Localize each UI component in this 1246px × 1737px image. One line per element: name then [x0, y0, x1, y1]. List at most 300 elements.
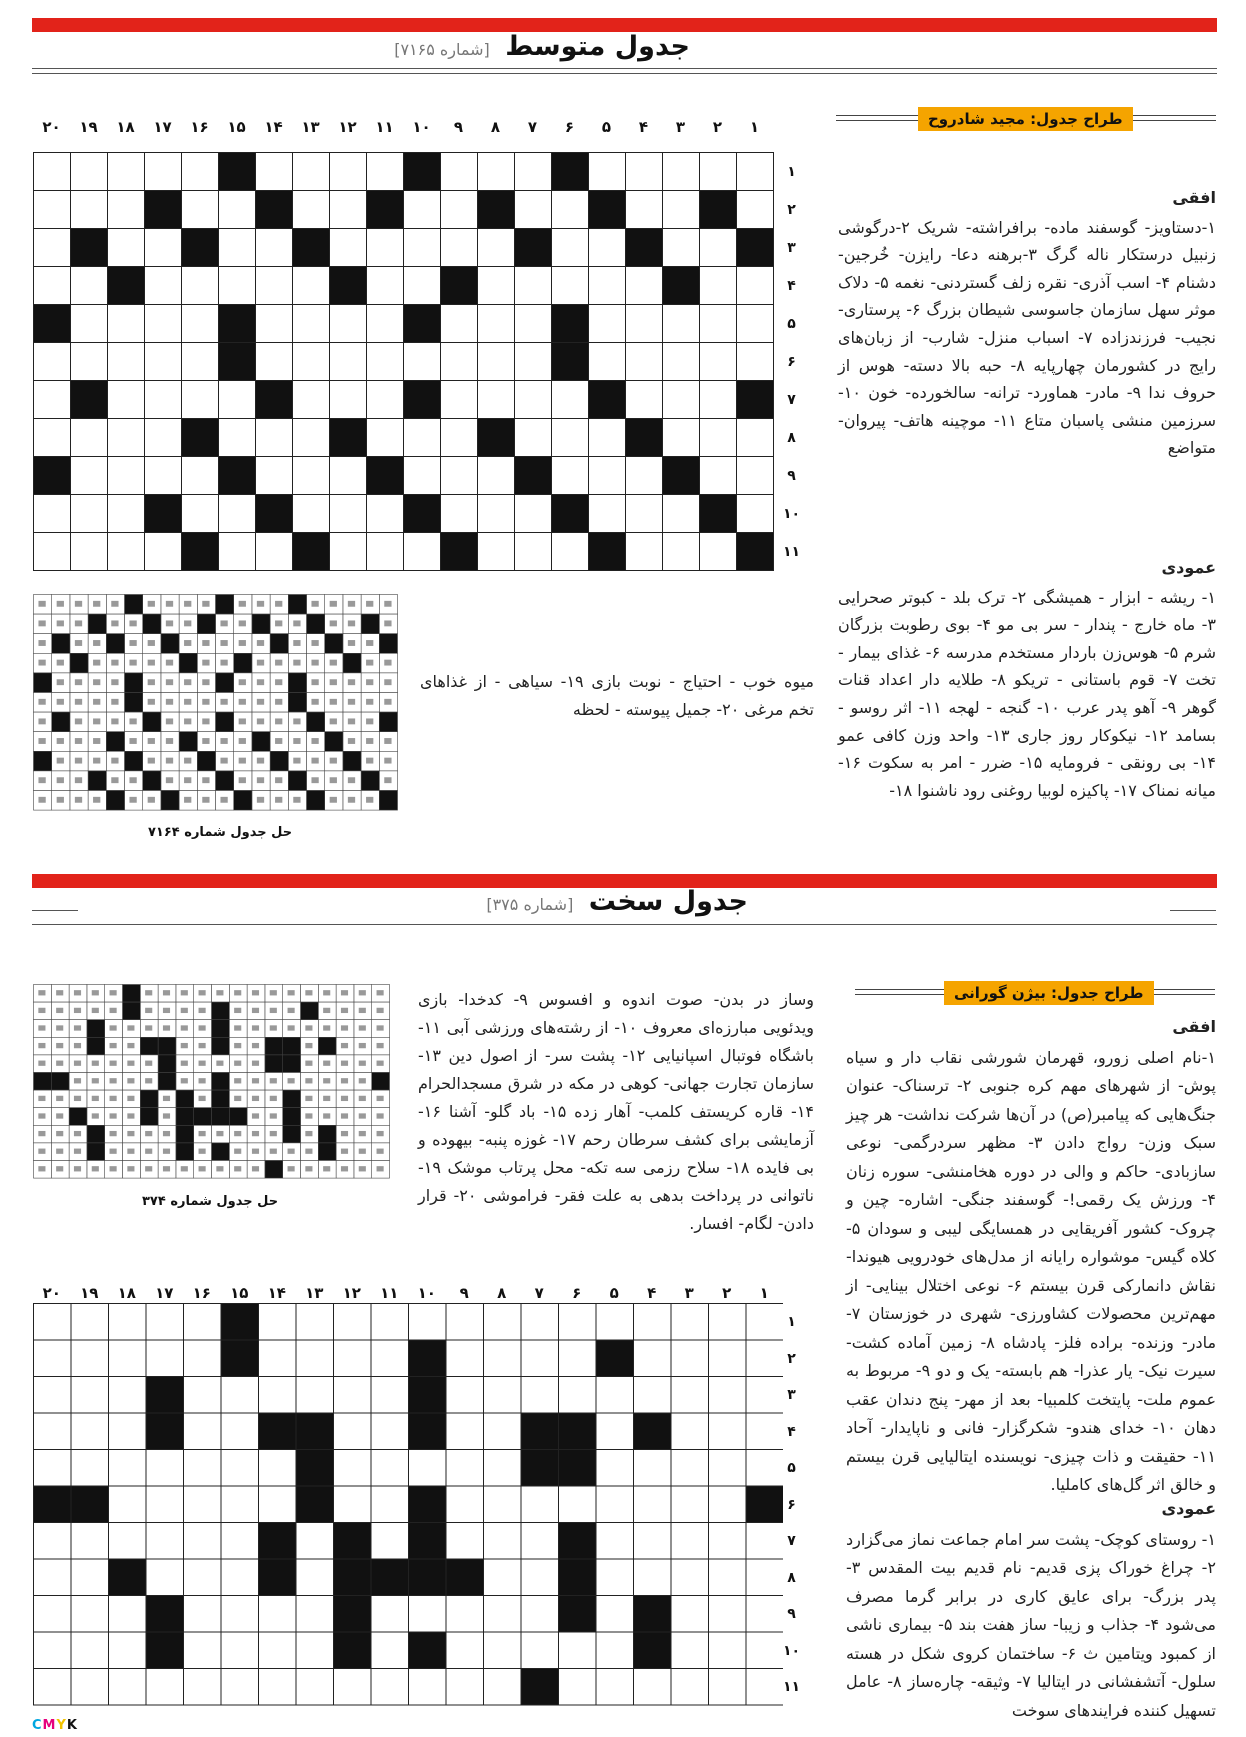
grid1-cell[interactable]	[71, 495, 108, 533]
grid1-cell[interactable]	[108, 229, 145, 267]
grid2-cell[interactable]	[34, 1304, 72, 1341]
grid2-cell[interactable]	[746, 1632, 783, 1669]
grid1-cell[interactable]	[219, 191, 256, 229]
crossword-grid-1[interactable]	[33, 152, 775, 572]
grid2-cell[interactable]	[671, 1377, 709, 1414]
grid1-cell[interactable]	[589, 305, 626, 343]
grid2-cell[interactable]	[34, 1450, 72, 1487]
grid1-cell[interactable]	[219, 229, 256, 267]
grid2-cell[interactable]	[446, 1377, 484, 1414]
grid2-cell[interactable]	[259, 1669, 297, 1706]
grid1-cell[interactable]	[219, 495, 256, 533]
grid2-cell[interactable]	[146, 1669, 184, 1706]
grid2-cell[interactable]	[746, 1669, 783, 1706]
grid1-cell[interactable]	[256, 533, 293, 571]
grid1-cell[interactable]	[256, 419, 293, 457]
grid2-cell[interactable]	[671, 1596, 709, 1633]
grid2-cell[interactable]	[71, 1340, 109, 1377]
grid1-cell[interactable]	[34, 191, 71, 229]
grid2-cell[interactable]	[709, 1559, 747, 1596]
grid2-cell[interactable]	[446, 1304, 484, 1341]
grid1-cell[interactable]	[515, 419, 552, 457]
grid2-cell[interactable]	[184, 1340, 222, 1377]
grid2-cell[interactable]	[521, 1632, 559, 1669]
grid2-cell[interactable]	[371, 1450, 409, 1487]
grid1-cell[interactable]	[182, 191, 219, 229]
grid1-cell[interactable]	[478, 153, 515, 191]
grid2-cell[interactable]	[259, 1377, 297, 1414]
grid1-cell[interactable]	[367, 343, 404, 381]
grid1-cell[interactable]	[441, 495, 478, 533]
grid2-cell[interactable]	[109, 1596, 147, 1633]
grid1-cell[interactable]	[256, 153, 293, 191]
grid1-cell[interactable]	[182, 381, 219, 419]
grid1-cell[interactable]	[219, 381, 256, 419]
grid1-cell[interactable]	[515, 305, 552, 343]
grid2-cell[interactable]	[484, 1377, 522, 1414]
grid1-cell[interactable]	[182, 495, 219, 533]
grid1-cell[interactable]	[71, 419, 108, 457]
grid2-cell[interactable]	[184, 1450, 222, 1487]
grid1-cell[interactable]	[293, 457, 330, 495]
grid2-cell[interactable]	[34, 1340, 72, 1377]
grid2-cell[interactable]	[596, 1596, 634, 1633]
grid1-cell[interactable]	[367, 153, 404, 191]
grid1-cell[interactable]	[552, 381, 589, 419]
grid2-cell[interactable]	[71, 1559, 109, 1596]
grid2-cell[interactable]	[484, 1596, 522, 1633]
grid2-cell[interactable]	[184, 1669, 222, 1706]
grid2-cell[interactable]	[634, 1304, 672, 1341]
grid1-cell[interactable]	[589, 419, 626, 457]
grid1-cell[interactable]	[700, 267, 737, 305]
grid1-cell[interactable]	[515, 343, 552, 381]
grid1-cell[interactable]	[663, 419, 700, 457]
grid2-cell[interactable]	[184, 1559, 222, 1596]
grid2-cell[interactable]	[34, 1559, 72, 1596]
grid2-cell[interactable]	[109, 1632, 147, 1669]
grid1-cell[interactable]	[71, 267, 108, 305]
grid2-cell[interactable]	[746, 1413, 783, 1450]
grid1-cell[interactable]	[626, 495, 663, 533]
grid1-cell[interactable]	[700, 343, 737, 381]
grid1-cell[interactable]	[182, 457, 219, 495]
grid1-cell[interactable]	[108, 191, 145, 229]
grid2-cell[interactable]	[34, 1523, 72, 1560]
grid1-cell[interactable]	[367, 533, 404, 571]
grid1-cell[interactable]	[515, 495, 552, 533]
grid1-cell[interactable]	[737, 305, 774, 343]
grid1-cell[interactable]	[182, 153, 219, 191]
grid2-cell[interactable]	[221, 1523, 259, 1560]
grid1-cell[interactable]	[515, 381, 552, 419]
grid2-cell[interactable]	[671, 1523, 709, 1560]
grid1-cell[interactable]	[71, 305, 108, 343]
grid1-cell[interactable]	[330, 153, 367, 191]
grid2-cell[interactable]	[634, 1340, 672, 1377]
grid1-cell[interactable]	[589, 457, 626, 495]
grid2-cell[interactable]	[371, 1523, 409, 1560]
grid2-cell[interactable]	[446, 1632, 484, 1669]
grid1-cell[interactable]	[589, 153, 626, 191]
grid1-cell[interactable]	[34, 381, 71, 419]
grid1-cell[interactable]	[626, 153, 663, 191]
grid2-cell[interactable]	[371, 1304, 409, 1341]
grid2-cell[interactable]	[484, 1523, 522, 1560]
grid2-cell[interactable]	[634, 1559, 672, 1596]
grid1-cell[interactable]	[145, 267, 182, 305]
grid1-cell[interactable]	[182, 343, 219, 381]
grid1-cell[interactable]	[663, 533, 700, 571]
grid2-cell[interactable]	[634, 1669, 672, 1706]
grid2-cell[interactable]	[146, 1304, 184, 1341]
grid2-cell[interactable]	[559, 1632, 597, 1669]
grid2-cell[interactable]	[746, 1450, 783, 1487]
grid1-cell[interactable]	[367, 267, 404, 305]
grid1-cell[interactable]	[478, 533, 515, 571]
grid1-cell[interactable]	[515, 153, 552, 191]
grid2-cell[interactable]	[109, 1486, 147, 1523]
grid1-cell[interactable]	[404, 343, 441, 381]
grid1-cell[interactable]	[441, 229, 478, 267]
grid2-cell[interactable]	[71, 1377, 109, 1414]
grid2-cell[interactable]	[446, 1413, 484, 1450]
grid2-cell[interactable]	[371, 1377, 409, 1414]
grid2-cell[interactable]	[296, 1377, 334, 1414]
grid2-cell[interactable]	[109, 1450, 147, 1487]
grid1-cell[interactable]	[441, 153, 478, 191]
grid1-cell[interactable]	[219, 267, 256, 305]
grid2-cell[interactable]	[184, 1377, 222, 1414]
grid1-cell[interactable]	[626, 343, 663, 381]
grid1-cell[interactable]	[404, 533, 441, 571]
grid2-cell[interactable]	[709, 1304, 747, 1341]
grid2-cell[interactable]	[146, 1559, 184, 1596]
grid2-cell[interactable]	[334, 1377, 372, 1414]
grid1-cell[interactable]	[552, 533, 589, 571]
grid2-cell[interactable]	[221, 1377, 259, 1414]
grid2-cell[interactable]	[596, 1632, 634, 1669]
grid2-cell[interactable]	[709, 1377, 747, 1414]
grid1-cell[interactable]	[219, 419, 256, 457]
grid1-cell[interactable]	[108, 533, 145, 571]
grid1-cell[interactable]	[441, 343, 478, 381]
grid2-cell[interactable]	[521, 1596, 559, 1633]
grid2-cell[interactable]	[559, 1669, 597, 1706]
grid2-cell[interactable]	[746, 1304, 783, 1341]
grid1-cell[interactable]	[478, 305, 515, 343]
grid1-cell[interactable]	[737, 457, 774, 495]
grid2-cell[interactable]	[334, 1486, 372, 1523]
grid2-cell[interactable]	[146, 1450, 184, 1487]
grid2-cell[interactable]	[446, 1596, 484, 1633]
grid1-cell[interactable]	[589, 267, 626, 305]
grid1-cell[interactable]	[478, 381, 515, 419]
grid1-cell[interactable]	[145, 153, 182, 191]
grid1-cell[interactable]	[515, 191, 552, 229]
grid1-cell[interactable]	[330, 495, 367, 533]
grid1-cell[interactable]	[71, 343, 108, 381]
grid2-cell[interactable]	[296, 1559, 334, 1596]
grid2-cell[interactable]	[634, 1450, 672, 1487]
grid2-cell[interactable]	[184, 1596, 222, 1633]
grid1-cell[interactable]	[626, 457, 663, 495]
grid2-cell[interactable]	[709, 1340, 747, 1377]
grid1-cell[interactable]	[293, 495, 330, 533]
grid2-cell[interactable]	[221, 1413, 259, 1450]
grid1-cell[interactable]	[256, 267, 293, 305]
grid1-cell[interactable]	[71, 153, 108, 191]
grid1-cell[interactable]	[737, 191, 774, 229]
grid1-cell[interactable]	[552, 229, 589, 267]
grid1-cell[interactable]	[441, 457, 478, 495]
grid2-cell[interactable]	[634, 1523, 672, 1560]
grid2-cell[interactable]	[709, 1669, 747, 1706]
grid1-cell[interactable]	[367, 229, 404, 267]
grid2-cell[interactable]	[409, 1669, 447, 1706]
grid2-cell[interactable]	[521, 1377, 559, 1414]
grid2-cell[interactable]	[709, 1486, 747, 1523]
grid2-cell[interactable]	[596, 1304, 634, 1341]
grid2-cell[interactable]	[521, 1304, 559, 1341]
grid1-cell[interactable]	[404, 267, 441, 305]
grid1-cell[interactable]	[256, 305, 293, 343]
grid1-cell[interactable]	[145, 533, 182, 571]
grid2-cell[interactable]	[746, 1523, 783, 1560]
grid1-cell[interactable]	[330, 229, 367, 267]
grid2-cell[interactable]	[259, 1340, 297, 1377]
grid2-cell[interactable]	[259, 1596, 297, 1633]
grid2-cell[interactable]	[221, 1669, 259, 1706]
grid2-cell[interactable]	[671, 1559, 709, 1596]
grid2-cell[interactable]	[296, 1523, 334, 1560]
grid1-cell[interactable]	[404, 229, 441, 267]
grid1-cell[interactable]	[34, 533, 71, 571]
grid2-cell[interactable]	[34, 1632, 72, 1669]
grid1-cell[interactable]	[293, 153, 330, 191]
grid2-cell[interactable]	[71, 1523, 109, 1560]
grid2-cell[interactable]	[559, 1304, 597, 1341]
grid1-cell[interactable]	[552, 267, 589, 305]
grid1-cell[interactable]	[737, 495, 774, 533]
grid1-cell[interactable]	[330, 381, 367, 419]
grid2-cell[interactable]	[71, 1450, 109, 1487]
grid2-cell[interactable]	[484, 1413, 522, 1450]
grid2-cell[interactable]	[334, 1413, 372, 1450]
grid2-cell[interactable]	[259, 1304, 297, 1341]
grid2-cell[interactable]	[596, 1669, 634, 1706]
grid1-cell[interactable]	[737, 267, 774, 305]
grid1-cell[interactable]	[700, 533, 737, 571]
grid1-cell[interactable]	[34, 495, 71, 533]
grid2-cell[interactable]	[521, 1340, 559, 1377]
grid2-cell[interactable]	[446, 1450, 484, 1487]
grid1-cell[interactable]	[478, 457, 515, 495]
grid2-cell[interactable]	[296, 1596, 334, 1633]
grid1-cell[interactable]	[34, 419, 71, 457]
grid2-cell[interactable]	[446, 1340, 484, 1377]
grid2-cell[interactable]	[109, 1304, 147, 1341]
grid2-cell[interactable]	[184, 1523, 222, 1560]
grid2-cell[interactable]	[671, 1486, 709, 1523]
grid2-cell[interactable]	[334, 1304, 372, 1341]
grid2-cell[interactable]	[109, 1413, 147, 1450]
grid1-cell[interactable]	[663, 153, 700, 191]
grid2-cell[interactable]	[259, 1632, 297, 1669]
grid1-cell[interactable]	[663, 229, 700, 267]
grid1-cell[interactable]	[552, 419, 589, 457]
grid2-cell[interactable]	[746, 1596, 783, 1633]
grid1-cell[interactable]	[145, 381, 182, 419]
grid2-cell[interactable]	[334, 1669, 372, 1706]
grid1-cell[interactable]	[367, 381, 404, 419]
grid1-cell[interactable]	[71, 191, 108, 229]
grid1-cell[interactable]	[737, 153, 774, 191]
grid1-cell[interactable]	[404, 457, 441, 495]
grid1-cell[interactable]	[663, 381, 700, 419]
grid2-cell[interactable]	[671, 1450, 709, 1487]
grid1-cell[interactable]	[330, 457, 367, 495]
grid1-cell[interactable]	[478, 229, 515, 267]
grid2-cell[interactable]	[446, 1523, 484, 1560]
grid2-cell[interactable]	[446, 1486, 484, 1523]
grid1-cell[interactable]	[108, 419, 145, 457]
grid2-cell[interactable]	[221, 1632, 259, 1669]
grid1-cell[interactable]	[626, 305, 663, 343]
grid2-cell[interactable]	[334, 1450, 372, 1487]
grid2-cell[interactable]	[371, 1669, 409, 1706]
grid2-cell[interactable]	[409, 1450, 447, 1487]
grid1-cell[interactable]	[256, 457, 293, 495]
grid1-cell[interactable]	[293, 267, 330, 305]
grid1-cell[interactable]	[330, 533, 367, 571]
grid2-cell[interactable]	[559, 1486, 597, 1523]
grid1-cell[interactable]	[108, 495, 145, 533]
grid2-cell[interactable]	[221, 1559, 259, 1596]
grid1-cell[interactable]	[700, 229, 737, 267]
grid1-cell[interactable]	[478, 267, 515, 305]
grid1-cell[interactable]	[478, 343, 515, 381]
grid2-cell[interactable]	[521, 1559, 559, 1596]
grid1-cell[interactable]	[108, 343, 145, 381]
grid2-cell[interactable]	[484, 1486, 522, 1523]
grid2-cell[interactable]	[709, 1413, 747, 1450]
grid2-cell[interactable]	[521, 1486, 559, 1523]
grid1-cell[interactable]	[108, 305, 145, 343]
grid1-cell[interactable]	[552, 457, 589, 495]
grid2-cell[interactable]	[371, 1596, 409, 1633]
grid1-cell[interactable]	[589, 229, 626, 267]
grid1-cell[interactable]	[367, 419, 404, 457]
grid2-cell[interactable]	[71, 1669, 109, 1706]
grid2-cell[interactable]	[596, 1413, 634, 1450]
grid1-cell[interactable]	[589, 495, 626, 533]
grid2-cell[interactable]	[146, 1340, 184, 1377]
grid2-cell[interactable]	[221, 1596, 259, 1633]
grid2-cell[interactable]	[671, 1340, 709, 1377]
grid1-cell[interactable]	[108, 153, 145, 191]
grid2-cell[interactable]	[671, 1669, 709, 1706]
grid2-cell[interactable]	[484, 1632, 522, 1669]
grid2-cell[interactable]	[559, 1340, 597, 1377]
grid1-cell[interactable]	[515, 267, 552, 305]
grid1-cell[interactable]	[663, 191, 700, 229]
grid1-cell[interactable]	[478, 495, 515, 533]
grid2-cell[interactable]	[709, 1632, 747, 1669]
grid1-cell[interactable]	[108, 381, 145, 419]
grid1-cell[interactable]	[145, 419, 182, 457]
grid2-cell[interactable]	[671, 1413, 709, 1450]
grid1-cell[interactable]	[552, 191, 589, 229]
grid2-cell[interactable]	[671, 1632, 709, 1669]
grid1-cell[interactable]	[219, 533, 256, 571]
grid2-cell[interactable]	[371, 1486, 409, 1523]
grid2-cell[interactable]	[634, 1486, 672, 1523]
grid2-cell[interactable]	[296, 1632, 334, 1669]
grid2-cell[interactable]	[109, 1669, 147, 1706]
grid2-cell[interactable]	[596, 1377, 634, 1414]
grid1-cell[interactable]	[700, 305, 737, 343]
grid2-cell[interactable]	[371, 1340, 409, 1377]
grid1-cell[interactable]	[663, 305, 700, 343]
grid2-cell[interactable]	[596, 1450, 634, 1487]
grid2-cell[interactable]	[521, 1523, 559, 1560]
grid1-cell[interactable]	[700, 381, 737, 419]
grid1-cell[interactable]	[145, 343, 182, 381]
grid2-cell[interactable]	[596, 1486, 634, 1523]
grid2-cell[interactable]	[484, 1304, 522, 1341]
grid1-cell[interactable]	[404, 191, 441, 229]
grid2-cell[interactable]	[484, 1559, 522, 1596]
grid2-cell[interactable]	[634, 1377, 672, 1414]
grid2-cell[interactable]	[71, 1304, 109, 1341]
grid2-cell[interactable]	[184, 1304, 222, 1341]
grid1-cell[interactable]	[626, 267, 663, 305]
grid2-cell[interactable]	[484, 1340, 522, 1377]
grid1-cell[interactable]	[145, 229, 182, 267]
grid2-cell[interactable]	[746, 1340, 783, 1377]
grid2-cell[interactable]	[709, 1450, 747, 1487]
grid1-cell[interactable]	[330, 343, 367, 381]
grid2-cell[interactable]	[259, 1450, 297, 1487]
grid1-cell[interactable]	[663, 495, 700, 533]
grid2-cell[interactable]	[34, 1596, 72, 1633]
grid1-cell[interactable]	[441, 191, 478, 229]
grid1-cell[interactable]	[626, 191, 663, 229]
grid2-cell[interactable]	[671, 1304, 709, 1341]
grid1-cell[interactable]	[700, 419, 737, 457]
grid2-cell[interactable]	[184, 1632, 222, 1669]
grid2-cell[interactable]	[371, 1632, 409, 1669]
grid2-cell[interactable]	[109, 1340, 147, 1377]
grid1-cell[interactable]	[589, 343, 626, 381]
grid1-cell[interactable]	[626, 381, 663, 419]
grid2-cell[interactable]	[34, 1669, 72, 1706]
grid2-cell[interactable]	[709, 1596, 747, 1633]
grid1-cell[interactable]	[108, 457, 145, 495]
grid1-cell[interactable]	[182, 267, 219, 305]
grid1-cell[interactable]	[330, 191, 367, 229]
grid2-cell[interactable]	[596, 1559, 634, 1596]
grid2-cell[interactable]	[109, 1377, 147, 1414]
grid2-cell[interactable]	[296, 1304, 334, 1341]
grid2-cell[interactable]	[34, 1377, 72, 1414]
grid1-cell[interactable]	[441, 419, 478, 457]
grid2-cell[interactable]	[146, 1523, 184, 1560]
grid1-cell[interactable]	[34, 267, 71, 305]
grid1-cell[interactable]	[293, 305, 330, 343]
grid2-cell[interactable]	[409, 1304, 447, 1341]
